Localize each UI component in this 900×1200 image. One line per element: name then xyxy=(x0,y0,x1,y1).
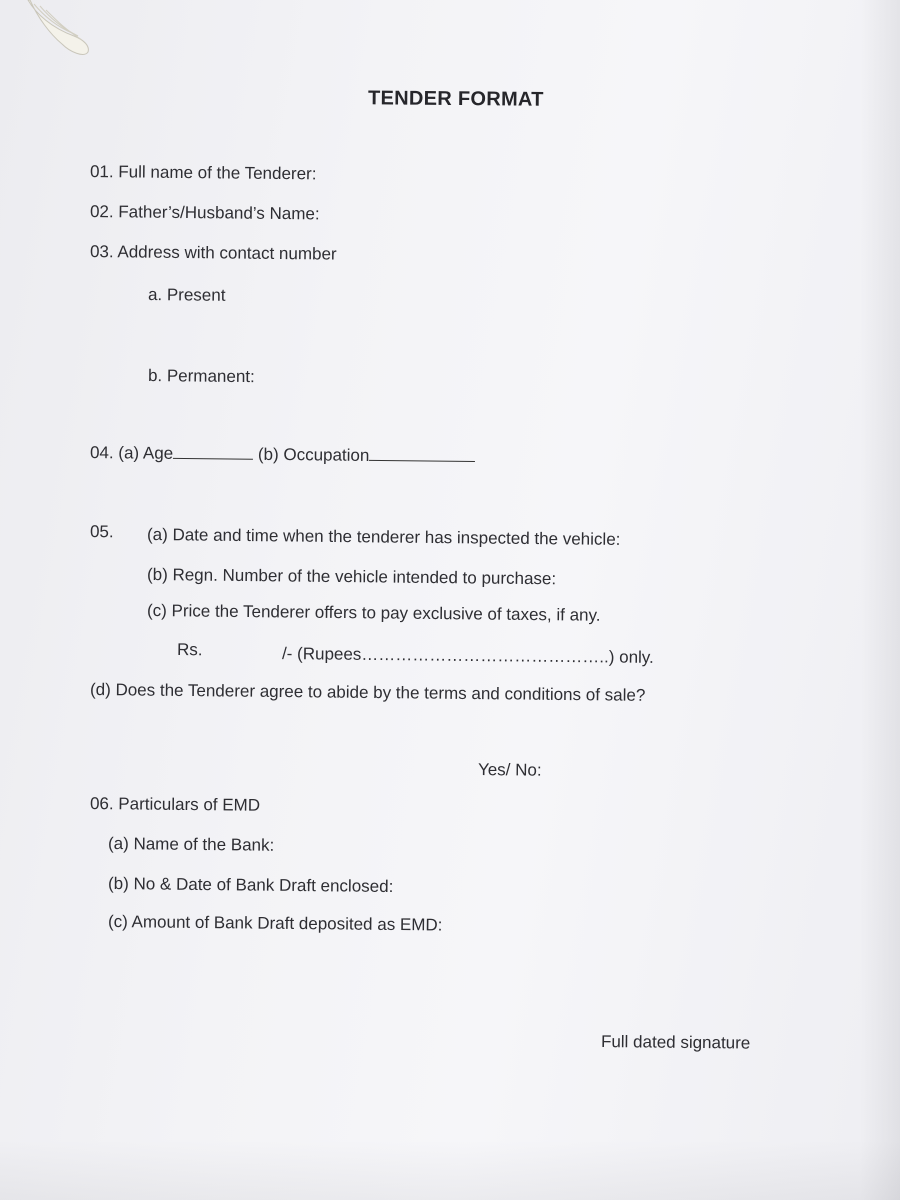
binding-string-icon xyxy=(0,0,100,60)
field-inspection-datetime: (a) Date and time when the tenderer has inspected the vehicle: xyxy=(146,525,621,549)
field-bank-name: (a) Name of the Bank: xyxy=(107,834,275,855)
field-age-label: 04. (a) Age xyxy=(89,443,174,463)
field-emd-amount: (c) Amount of Bank Draft deposited as EMD: xyxy=(107,912,443,935)
signature-label: Full dated signature xyxy=(600,1032,751,1053)
item-05-number: 05. xyxy=(89,522,114,542)
page-shadow-bottom xyxy=(0,1140,900,1200)
field-address: 03. Address with contact number xyxy=(89,242,337,264)
field-vehicle-regn-number: (b) Regn. Number of the vehicle intended to purchase: xyxy=(146,565,557,589)
field-tenderer-name: 01. Full name of the Tenderer: xyxy=(89,162,317,184)
yes-no-option: Yes/ No: xyxy=(477,760,542,780)
field-bank-draft-details: (b) No & Date of Bank Draft enclosed: xyxy=(107,874,394,896)
field-occupation-label: (b) Occupation xyxy=(257,444,370,465)
page-shadow-right xyxy=(860,0,900,1200)
field-agree-terms: (d) Does the Tenderer agree to abide by the terms and conditions of sale? xyxy=(89,680,646,705)
field-offer-price: (c) Price the Tenderer offers to pay exclusive of taxes, if any. xyxy=(146,601,601,625)
page-title: TENDER FORMAT xyxy=(367,87,544,111)
field-father-husband-name: 02. Father’s/Husband’s Name: xyxy=(89,202,320,224)
age-blank xyxy=(173,444,253,460)
rupees-line: /- (Rupees……………………………………..) only. xyxy=(281,644,654,667)
occupation-blank xyxy=(369,446,475,462)
rs-label: Rs. xyxy=(176,640,203,660)
field-address-permanent: b. Permanent: xyxy=(147,366,255,387)
field-address-present: a. Present xyxy=(147,285,226,305)
field-age-occupation xyxy=(90,443,476,467)
section-emd-particulars: 06. Particulars of EMD xyxy=(89,794,261,815)
